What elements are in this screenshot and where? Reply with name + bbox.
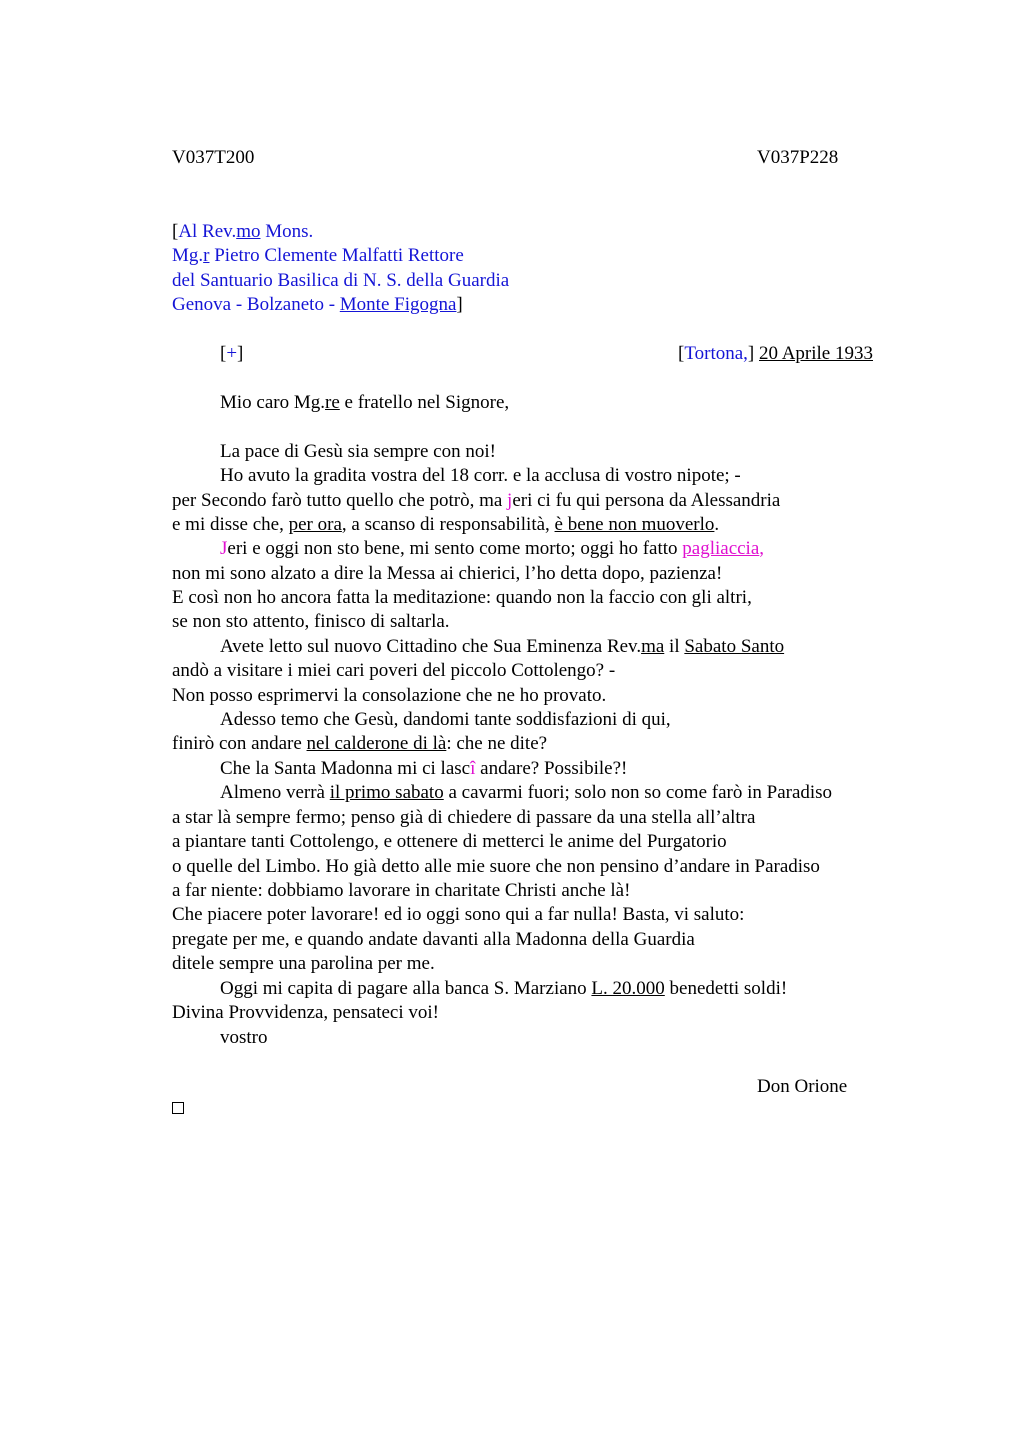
- body-line-7: E così non ho ancora fatta la meditazione: quando non la faccio con gli altri,: [172, 587, 752, 608]
- address-name: Pietro Clemente Malfatti Rettore: [209, 245, 464, 266]
- signature: Don Orione: [757, 1076, 848, 1097]
- underlined-text: Sabato Santo: [684, 636, 785, 657]
- text-span: : che ne dite?: [446, 733, 548, 754]
- address-mgr: Mg.: [172, 245, 204, 266]
- body-line-18: o quelle del Limbo. Ho già detto alle mie suore che non pensino d’andare in Paradiso: [172, 856, 820, 877]
- body-line-16: a star là sempre fermo; penso già di chiedere di passare da una stella all’altra: [172, 807, 756, 828]
- body-line-6: non mi sono alzato a dire la Messa ai chierici, l’ho detta dopo, pazienza!: [172, 563, 723, 584]
- text-span: .: [714, 514, 720, 535]
- end-mark-box-icon: [172, 1102, 184, 1114]
- correction-mark: î: [470, 758, 476, 779]
- address-rev-suffix: mo: [236, 221, 261, 242]
- cross-close: ]: [237, 343, 244, 364]
- text-span: benedetti soldi!: [664, 978, 788, 999]
- body-line-24: Divina Provvidenza, pensateci voi!: [172, 1002, 439, 1023]
- text-span: Oggi mi capita di pagare alla banca S. Marziano: [220, 978, 592, 999]
- text-span: Avete letto sul nuovo Cittadino che Sua Eminenza Rev.: [220, 636, 642, 657]
- address-mons: Mons.: [260, 221, 314, 242]
- closing-vostro: vostro: [220, 1027, 268, 1048]
- body-line-5: [220, 537, 764, 561]
- cross-open: [: [220, 343, 227, 364]
- body-line-10: andò a visitare i miei cari poveri del piccolo Cottolengo? -: [172, 660, 616, 681]
- underlined-text: nel calderone di là: [306, 733, 447, 754]
- body-line-4: [172, 513, 719, 537]
- correction-mark: J: [220, 538, 228, 559]
- salutation-start: Mio caro Mg.: [220, 392, 326, 413]
- text-span: eri ci fu qui persona da Alessandria: [512, 490, 781, 511]
- body-line-9: [220, 635, 784, 659]
- salutation-suffix: re: [325, 392, 340, 413]
- dateline-place: Tortona,: [684, 343, 748, 364]
- bracket-open: [: [172, 221, 179, 242]
- address-rev: Al Rev.: [178, 221, 237, 242]
- cross-icon: +: [226, 343, 238, 364]
- text-span: Che la Santa Madonna mi ci lasc: [220, 758, 471, 779]
- body-line-22: ditele sempre una parolina per me.: [172, 953, 435, 974]
- dateline-close: ]: [747, 343, 759, 364]
- dateline-date: 20 Aprile 1933: [759, 343, 873, 364]
- body-line-11: Non posso esprimervi la consolazione che ne ho provato.: [172, 685, 607, 706]
- cross-mark: [220, 342, 243, 366]
- text-span: Almeno verrà: [220, 782, 330, 803]
- address-place: Monte Figogna: [339, 294, 457, 315]
- salutation-end: e fratello nel Signore,: [339, 392, 510, 413]
- body-line-23: [220, 977, 787, 1001]
- correction-mark: j: [507, 490, 513, 511]
- body-line-3: [172, 489, 780, 513]
- body-line-17: a piantare tanti Cottolengo, e ottenere di metterci le anime del Purgatorio: [172, 831, 727, 852]
- text-span: , a scanso di responsabilità,: [341, 514, 555, 535]
- address-line-2: [172, 244, 464, 268]
- salutation: [220, 391, 509, 415]
- text-span: a cavarmi fuori; solo non so come farò in Paradiso: [443, 782, 833, 803]
- dateline: [678, 342, 873, 366]
- address-line-3: del Santuario Basilica di N. S. della Guardia: [172, 270, 510, 291]
- body-line-2: Ho avuto la gradita vostra del 18 corr. e la acclusa di vostro nipote; -: [220, 465, 741, 486]
- correction-mark: ,: [759, 538, 765, 559]
- underlined-amount: L. 20.000: [591, 978, 665, 999]
- body-line-20: Che piacere poter lavorare! ed io oggi sono qui a far nulla! Basta, vi saluto:: [172, 904, 745, 925]
- document-code-left: V037T200: [172, 147, 255, 168]
- text-span: finirò con andare: [172, 733, 307, 754]
- body-line-1: La pace di Gesù sia sempre con noi!: [220, 441, 496, 462]
- underlined-text: è bene non muoverlo: [554, 514, 715, 535]
- underlined-text: ma: [641, 636, 665, 657]
- document-code-right: V037P228: [757, 147, 839, 168]
- text-span: eri e oggi non sto bene, mi sento come morto; oggi ho fatto: [227, 538, 683, 559]
- underlined-text: per ora: [288, 514, 342, 535]
- body-line-14: [220, 757, 627, 781]
- bracket-close: ]: [456, 294, 463, 315]
- address-line-4: [172, 293, 463, 317]
- underlined-text: il primo sabato: [329, 782, 444, 803]
- body-line-15: [220, 781, 832, 805]
- dateline-open: [: [678, 343, 685, 364]
- text-span: per Secondo farò tutto quello che potrò, ma: [172, 490, 508, 511]
- body-line-13: [172, 732, 547, 756]
- address-line-1: [172, 220, 313, 244]
- body-line-8: se non sto attento, finisco di saltarla.: [172, 611, 450, 632]
- correction-mark: pagliaccia: [682, 538, 760, 559]
- body-line-19: a far niente: dobbiamo lavorare in charitate Christi anche là!: [172, 880, 631, 901]
- address-mgr-suffix: r: [203, 245, 210, 266]
- text-span: il: [664, 636, 685, 657]
- body-line-12: Adesso temo che Gesù, dandomi tante soddisfazioni di qui,: [220, 709, 671, 730]
- text-span: e mi disse che,: [172, 514, 289, 535]
- text-span: andare? Possibile?!: [475, 758, 628, 779]
- body-line-21: pregate per me, e quando andate davanti alla Madonna della Guardia: [172, 929, 695, 950]
- address-city: Genova - Bolzaneto -: [172, 294, 340, 315]
